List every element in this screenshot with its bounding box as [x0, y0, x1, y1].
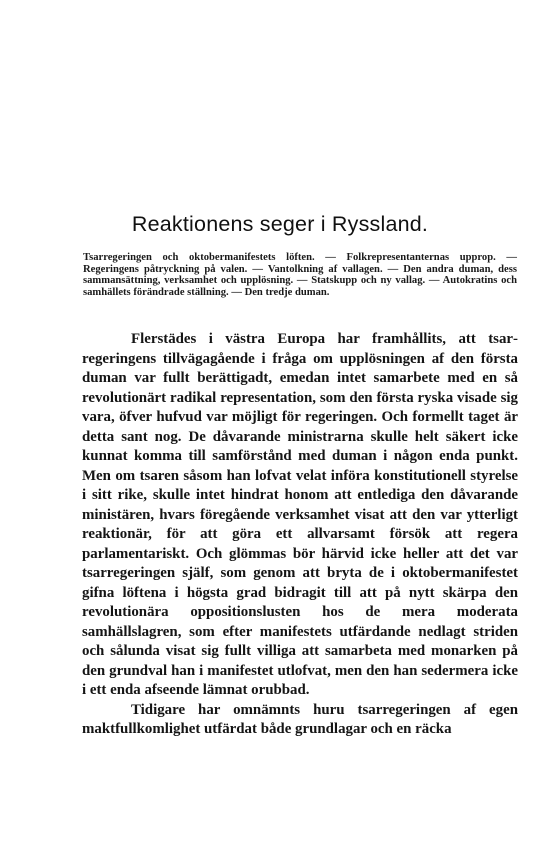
chapter-summary: Tsarregeringen och oktobermanifestets löften. — Folkrepresentanternas upprop. — Regeringens påtryckning på valen. — Vantolkning af vallagen. — Den andra duman, dess sammansättning, verksamhet och upplösning. — Statskupp och ny vallag. — Autokratins och samhällets förändrade ställning. — Den tredje duman.: [83, 252, 517, 299]
body-text: [82, 330, 518, 740]
chapter-title: Reaktionens seger i Ryssland.: [131, 212, 429, 236]
paragraph: Tidigare har omnämnts huru tsarregeringen af egen maktfullkomlighet utfärdat både grundlagar och en räcka: [82, 701, 518, 737]
paragraph: Flerstädes i västra Europa har framhållits, att tsarregeringens tillvägagående i fråga om upplösningen af den första duman var fullt berättigadt, emedan intet samarbete med en så revolutionärt radikal representation, som den första ryska visade sig vara, öfver hufvud var möjligt för regeringen. Och formellt taget är detta sant nog. De dåvarande ministrarna skulle helt säkert icke kunnat komma till samförstånd med duman i någon enda punkt. Men om tsaren såsom han lofvat velat införa konstitutionell styrelse i sitt rike, skulle intet hindrat honom att entlediga den dåvarande ministären, hvars föregående verksamhet visat att den var ytterligt reaktionär, för att göra ett allvarsamt försök att regera parlamentariskt. Och glömmas bör härvid icke heller att det var tsarregeringen själf, som genom att bryta de i oktobermanifestet gifna löftena i högsta grad bidragit till att på nytt skärpa den revolutionära oppositionslusten hos de mera moderata samhällslagren, som efter manifestets utfärdande nedlagt striden och sålunda visat sig fullt villiga att samarbeta med monarken på den grundval han i manifestet utlofvat, men den han sedermera icke i ett enda afseende lämnat orubbad.: [82, 331, 518, 698]
